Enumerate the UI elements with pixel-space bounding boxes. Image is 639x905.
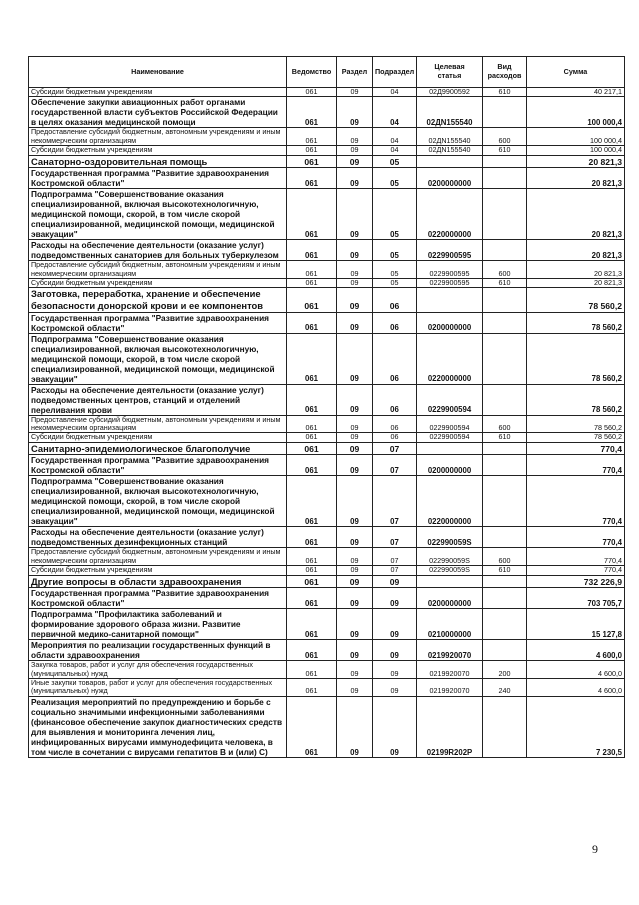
page-number: 9 [592,842,598,856]
table-row [29,288,625,312]
cell-subsection: 07 [373,527,417,548]
cell-target-article: 0219920070 [417,661,483,679]
table-row [29,333,625,384]
cell-section: 09 [337,240,373,261]
cell-section: 09 [337,433,373,442]
table-row [29,261,625,279]
table-row [29,588,625,609]
cell-expense-type [483,333,527,384]
cell-section: 09 [337,588,373,609]
cell-subsection: 04 [373,97,417,128]
cell-target-article: 022990059S [417,566,483,575]
table-row [29,566,625,575]
cell-expense-type: 610 [483,279,527,288]
cell-department: 061 [287,609,337,640]
cell-subsection: 05 [373,240,417,261]
cell-sum: 78 560,2 [527,384,625,415]
cell-department: 061 [287,88,337,97]
cell-target-article: 02Д9900592 [417,88,483,97]
header-name: Наименование [29,57,287,88]
cell-department: 061 [287,312,337,333]
cell-sum: 100 000,4 [527,146,625,155]
cell-expense-type: 610 [483,88,527,97]
cell-name: Заготовка, переработка, хранение и обеспечение безопасности донорской крови и ее компонентов [29,288,287,312]
cell-subsection: 09 [373,588,417,609]
cell-subsection: 09 [373,679,417,697]
cell-sum: 770,4 [527,442,625,455]
cell-department: 061 [287,548,337,566]
cell-target-article: 022990059S [417,527,483,548]
cell-department: 061 [287,240,337,261]
cell-sum: 78 560,2 [527,415,625,433]
cell-expense-type [483,442,527,455]
cell-department: 061 [287,476,337,527]
table-row [29,279,625,288]
cell-expense-type [483,476,527,527]
cell-name: Предоставление субсидий бюджетным, автономным учреждениям и иным некоммерческим организациям [29,128,287,146]
table-header-row [29,57,625,88]
cell-sum: 20 821,3 [527,168,625,189]
cell-section: 09 [337,415,373,433]
header-subsection: Подраздел [373,57,417,88]
cell-sum: 770,4 [527,455,625,476]
cell-subsection: 07 [373,548,417,566]
cell-department: 061 [287,566,337,575]
cell-subsection: 04 [373,146,417,155]
cell-department: 061 [287,333,337,384]
table-row [29,433,625,442]
cell-department: 061 [287,433,337,442]
cell-department: 061 [287,696,337,757]
cell-expense-type [483,97,527,128]
cell-name: Государственная программа "Развитие здравоохранения Костромской области" [29,588,287,609]
cell-section: 09 [337,575,373,588]
cell-department: 061 [287,575,337,588]
cell-subsection: 06 [373,384,417,415]
cell-subsection: 07 [373,442,417,455]
cell-department: 061 [287,588,337,609]
cell-expense-type [483,588,527,609]
cell-name: Государственная программа "Развитие здравоохранения Костромской области" [29,168,287,189]
cell-sum: 4 600,0 [527,661,625,679]
cell-name: Санитарно-эпидемиологическое благополучие [29,442,287,455]
cell-target-article: 0229900594 [417,433,483,442]
cell-department: 061 [287,128,337,146]
cell-subsection: 09 [373,696,417,757]
cell-section: 09 [337,155,373,168]
table-row [29,476,625,527]
cell-department: 061 [287,97,337,128]
cell-target-article: 0200000000 [417,588,483,609]
cell-section: 09 [337,279,373,288]
cell-sum: 40 217,1 [527,88,625,97]
table-row [29,146,625,155]
cell-section: 09 [337,442,373,455]
table-row [29,189,625,240]
header-type-line2: расходов [487,71,522,80]
cell-sum: 4 600,0 [527,679,625,697]
cell-expense-type [483,527,527,548]
cell-subsection: 05 [373,279,417,288]
header-target-line1: Целевая [434,62,465,72]
cell-expense-type: 600 [483,548,527,566]
header-expense-type [483,57,527,88]
cell-name: Субсидии бюджетным учреждениям [29,146,287,155]
cell-section: 09 [337,476,373,527]
cell-sum: 78 560,2 [527,288,625,312]
cell-sum: 15 127,8 [527,609,625,640]
cell-section: 09 [337,128,373,146]
cell-name: Расходы на обеспечение деятельности (оказание услуг) подведомственных центров, станций и отделений переливания крови [29,384,287,415]
cell-sum: 770,4 [527,548,625,566]
cell-subsection: 07 [373,455,417,476]
cell-sum: 703 705,7 [527,588,625,609]
table-row [29,679,625,697]
header-target-article [417,57,483,88]
cell-target-article [417,155,483,168]
cell-target-article: 0220000000 [417,476,483,527]
cell-subsection: 04 [373,88,417,97]
cell-expense-type: 240 [483,679,527,697]
cell-target-article: 0200000000 [417,455,483,476]
cell-target-article: 02ДN155540 [417,97,483,128]
cell-name: Предоставление субсидий бюджетным, автономным учреждениям и иным некоммерческим организациям [29,415,287,433]
cell-sum: 20 821,3 [527,279,625,288]
table-row [29,696,625,757]
cell-target-article: 0229900595 [417,279,483,288]
cell-target-article: 0210000000 [417,609,483,640]
table-row [29,240,625,261]
cell-section: 09 [337,146,373,155]
cell-target-article [417,575,483,588]
cell-expense-type [483,168,527,189]
header-section: Раздел [337,57,373,88]
cell-expense-type [483,640,527,661]
cell-subsection: 05 [373,189,417,240]
table-row [29,640,625,661]
cell-sum: 100 000,4 [527,128,625,146]
cell-section: 09 [337,288,373,312]
budget-table [28,56,625,758]
cell-name: Закупка товаров, работ и услуг для обеспечения государственных (муниципальных) нужд [29,661,287,679]
table-row [29,442,625,455]
cell-section: 09 [337,97,373,128]
table-row [29,88,625,97]
cell-target-article: 0229900594 [417,415,483,433]
cell-department: 061 [287,261,337,279]
table-row [29,384,625,415]
budget-table-sheet [28,56,624,758]
cell-section: 09 [337,609,373,640]
cell-expense-type [483,288,527,312]
cell-expense-type [483,155,527,168]
cell-subsection: 06 [373,433,417,442]
cell-section: 09 [337,566,373,575]
cell-name: Государственная программа "Развитие здравоохранения Костромской области" [29,455,287,476]
cell-section: 09 [337,661,373,679]
cell-department: 061 [287,288,337,312]
cell-department: 061 [287,679,337,697]
cell-sum: 100 000,4 [527,97,625,128]
cell-sum: 732 226,9 [527,575,625,588]
header-department: Ведомство [287,57,337,88]
cell-department: 061 [287,189,337,240]
cell-sum: 20 821,3 [527,155,625,168]
cell-expense-type [483,575,527,588]
header-target-line2: статья [437,71,462,80]
cell-section: 09 [337,455,373,476]
cell-expense-type: 600 [483,261,527,279]
cell-sum: 78 560,2 [527,312,625,333]
cell-expense-type: 610 [483,146,527,155]
cell-expense-type: 600 [483,415,527,433]
cell-name: Расходы на обеспечение деятельности (оказание услуг) подведомственных санаториев для больных туберкулезом [29,240,287,261]
table-row [29,128,625,146]
cell-department: 061 [287,168,337,189]
header-type-line1: Вид [497,62,512,72]
cell-expense-type [483,455,527,476]
cell-sum: 78 560,2 [527,333,625,384]
table-row [29,548,625,566]
table-row [29,415,625,433]
cell-expense-type [483,609,527,640]
cell-subsection: 07 [373,476,417,527]
cell-expense-type [483,312,527,333]
table-row [29,527,625,548]
cell-sum: 78 560,2 [527,433,625,442]
cell-name: Иные закупки товаров, работ и услуг для обеспечения государственных (муниципальных) нужд [29,679,287,697]
cell-subsection: 05 [373,155,417,168]
cell-name: Мероприятия по реализации государственных функций в области здравоохранения [29,640,287,661]
cell-department: 061 [287,146,337,155]
table-row [29,609,625,640]
cell-expense-type [483,384,527,415]
cell-target-article: 0229900595 [417,261,483,279]
cell-section: 09 [337,640,373,661]
cell-name: Подпрограмма "Совершенствование оказания специализированной, включая высокотехнологичную, медицинской помощи, скорой, в том числе скорой специализированной, медицинской помощи, медицинской эвакуации" [29,333,287,384]
cell-name: Субсидии бюджетным учреждениям [29,566,287,575]
table-row [29,97,625,128]
cell-subsection: 05 [373,168,417,189]
cell-expense-type: 610 [483,566,527,575]
cell-name: Субсидии бюджетным учреждениям [29,433,287,442]
cell-section: 09 [337,527,373,548]
cell-target-article [417,288,483,312]
cell-name: Государственная программа "Развитие здравоохранения Костромской области" [29,312,287,333]
cell-subsection: 09 [373,661,417,679]
cell-subsection: 05 [373,261,417,279]
cell-section: 09 [337,189,373,240]
cell-expense-type: 610 [483,433,527,442]
cell-sum: 4 600,0 [527,640,625,661]
cell-subsection: 04 [373,128,417,146]
cell-name: Подпрограмма "Совершенствование оказания специализированной, включая высокотехнологичную, медицинской помощи, скорой, в том числе скорой специализированной, медицинской помощи, медицинской эвакуации" [29,476,287,527]
cell-name: Подпрограмма "Совершенствование оказания специализированной, включая высокотехнологичную, медицинской помощи, скорой, в том числе скорой специализированной, медицинской помощи, медицинской эвакуации" [29,189,287,240]
cell-sum: 7 230,5 [527,696,625,757]
cell-target-article: 0220000000 [417,333,483,384]
cell-target-article: 0229900594 [417,384,483,415]
cell-name: Расходы на обеспечение деятельности (оказание услуг) подведомственных дезинфекционных станций [29,527,287,548]
cell-subsection: 09 [373,609,417,640]
cell-subsection: 06 [373,333,417,384]
cell-expense-type: 200 [483,661,527,679]
table-row [29,455,625,476]
cell-section: 09 [337,333,373,384]
cell-section: 09 [337,696,373,757]
cell-department: 061 [287,455,337,476]
cell-section: 09 [337,679,373,697]
cell-department: 061 [287,640,337,661]
cell-target-article: 0220000000 [417,189,483,240]
cell-target-article: 02ДN155540 [417,146,483,155]
cell-section: 09 [337,88,373,97]
cell-subsection: 06 [373,288,417,312]
cell-department: 061 [287,527,337,548]
cell-target-article: 02ДN155540 [417,128,483,146]
cell-department: 061 [287,279,337,288]
cell-department: 061 [287,415,337,433]
cell-department: 061 [287,384,337,415]
cell-section: 09 [337,168,373,189]
cell-section: 09 [337,312,373,333]
cell-subsection: 09 [373,640,417,661]
cell-name: Санаторно-оздоровительная помощь [29,155,287,168]
cell-section: 09 [337,548,373,566]
cell-target-article: 02199R202P [417,696,483,757]
table-row [29,168,625,189]
cell-sum: 770,4 [527,566,625,575]
cell-name: Реализация мероприятий по предупреждению и борьбе с социально значимыми инфекционными заболеваниями (финансовое обеспечение закупок диагностических средств для выявления и мониторинга лечения лиц, инфицированных вирусами иммунодефицита человека, в том числе в сочетании с вирусами гепатитов В и (или) С) [29,696,287,757]
cell-expense-type: 600 [483,128,527,146]
cell-department: 061 [287,661,337,679]
cell-expense-type [483,240,527,261]
cell-sum: 770,4 [527,476,625,527]
cell-department: 061 [287,155,337,168]
cell-subsection: 06 [373,415,417,433]
cell-name: Подпрограмма "Профилактика заболеваний и формирование здорового образа жизни. Развитие первичной медико-санитарной помощи" [29,609,287,640]
cell-target-article: 0219920070 [417,640,483,661]
table-row [29,661,625,679]
cell-target-article: 0219920070 [417,679,483,697]
cell-target-article: 0200000000 [417,168,483,189]
cell-name: Другие вопросы в области здравоохранения [29,575,287,588]
cell-target-article [417,442,483,455]
cell-subsection: 09 [373,575,417,588]
cell-name: Обеспечение закупки авиационных работ органами государственной власти субъектов Российской Федерации в целях оказания медицинской помощи [29,97,287,128]
cell-sum: 770,4 [527,527,625,548]
cell-name: Субсидии бюджетным учреждениям [29,88,287,97]
header-sum: Сумма [527,57,625,88]
cell-sum: 20 821,3 [527,261,625,279]
cell-name: Предоставление субсидий бюджетным, автономным учреждениям и иным некоммерческим организациям [29,548,287,566]
cell-section: 09 [337,261,373,279]
cell-target-article: 0200000000 [417,312,483,333]
cell-target-article: 0229900595 [417,240,483,261]
table-row [29,575,625,588]
cell-expense-type [483,696,527,757]
cell-sum: 20 821,3 [527,240,625,261]
cell-name: Предоставление субсидий бюджетным, автономным учреждениям и иным некоммерческим организациям [29,261,287,279]
table-row [29,155,625,168]
cell-subsection: 07 [373,566,417,575]
cell-expense-type [483,189,527,240]
cell-department: 061 [287,442,337,455]
cell-subsection: 06 [373,312,417,333]
cell-name: Субсидии бюджетным учреждениям [29,279,287,288]
cell-sum: 20 821,3 [527,189,625,240]
cell-target-article: 022990059S [417,548,483,566]
table-row [29,312,625,333]
cell-section: 09 [337,384,373,415]
